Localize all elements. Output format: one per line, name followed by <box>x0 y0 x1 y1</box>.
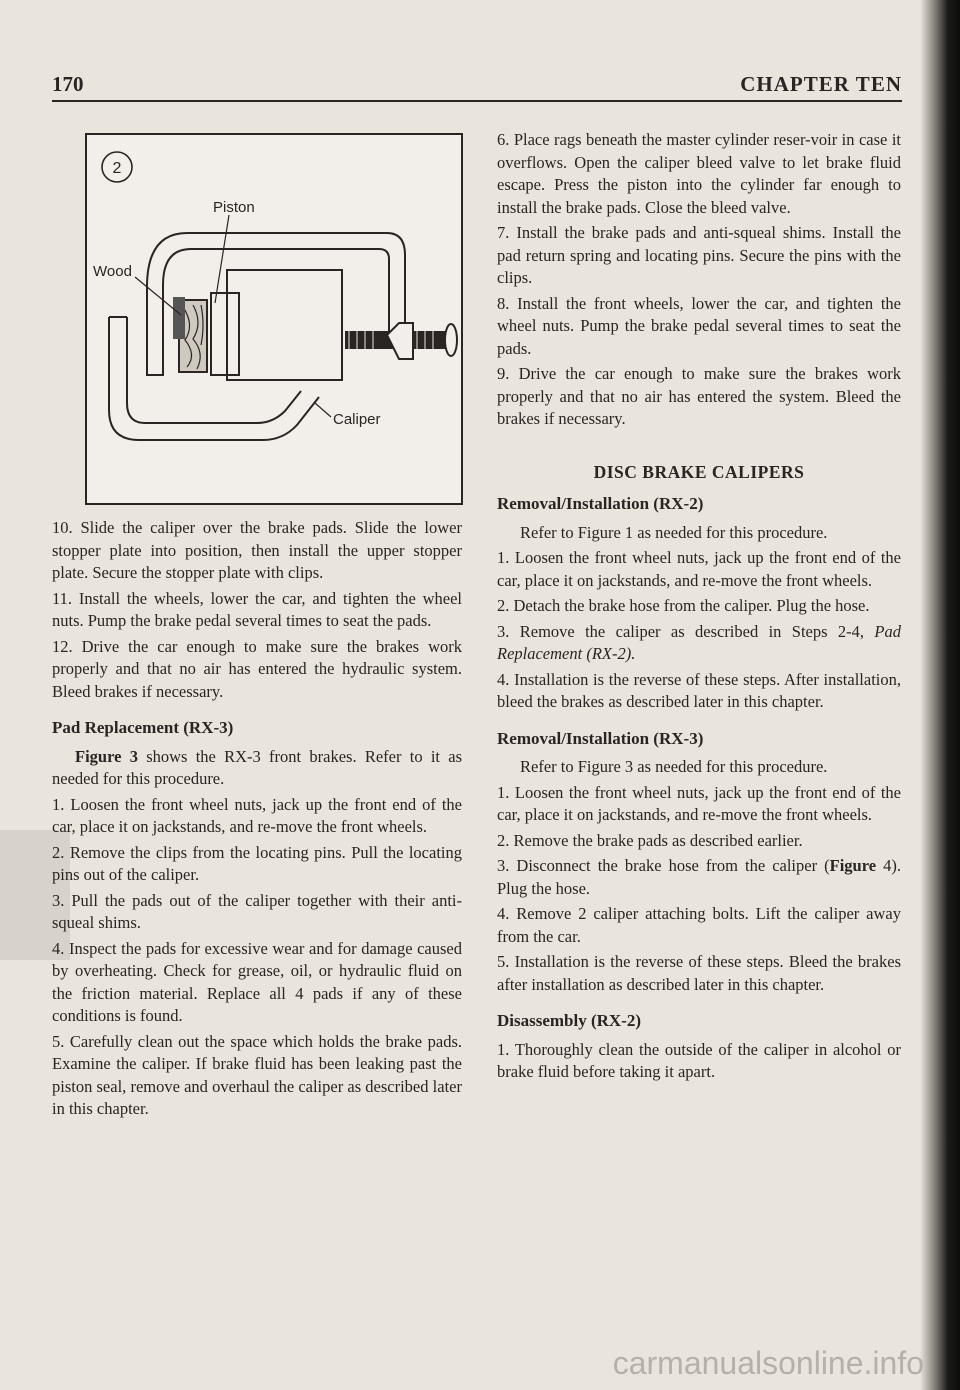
step-12: 12. Drive the car enough to make sure the brakes work properly and that no air has entered the hydraulic system. Bleed brakes if necessary. <box>52 636 462 701</box>
caliper-body <box>227 270 342 380</box>
removal-rx3-step-5: 5. Installation is the reverse of these steps. Bleed the brakes after installation as described later in this chapter. <box>497 952 901 994</box>
removal-rx2-step-3: 3. Remove the caliper as described in Steps 2-4, Pad Replacement (RX-2). <box>497 621 901 663</box>
left-column <box>52 517 462 1124</box>
heading-removal-rx2: Removal/Installation (RX-2) <box>497 494 704 513</box>
step-11: 11. Install the wheels, lower the car, and tighten the wheel nuts. Pump the brake pedal several times to seat the pads. <box>52 588 462 630</box>
pad-rx3-step-2: 2. Remove the clips from the locating pins. Pull the locating pins out of the caliper. <box>52 842 462 884</box>
heading-removal-rx3: Removal/Installation (RX-3) <box>497 728 704 748</box>
pad-rx3-step-5: 5. Carefully clean out the space which holds the brake pads. Examine the caliper. If brake fluid has been leaking past the piston seal, remove and overhaul the caliper as described later in this chapter. <box>52 1031 462 1118</box>
removal-rx3-step-4: 4. Remove 2 caliper attaching bolts. Lift the caliper away from the car. <box>497 904 901 946</box>
pad-rx3-step-3: 3. Pull the pads out of the caliper together with their anti-squeal shims. <box>52 890 462 932</box>
heading-disassembly-rx2: Disassembly (RX-2) <box>497 1011 642 1030</box>
brake-pad <box>173 297 185 339</box>
figure-3-ref: Figure 3 <box>75 746 138 766</box>
page-number: 170 <box>52 72 84 96</box>
wood-label: Wood <box>93 263 132 280</box>
pad-rx3-step-8: 8. Install the front wheels, lower the car, and tighten the wheel nuts. Pump the brake pedal several times to seat the pads. <box>497 293 901 358</box>
chapter-title: CHAPTER TEN <box>740 72 902 96</box>
piston-label: Piston <box>213 199 255 216</box>
figure-2 <box>85 133 463 505</box>
page-binding-shadow <box>920 0 960 1390</box>
step-10: 10. Slide the caliper over the brake pads. Slide the lower stopper plate into position, then install the upper stopper plate. Secure the stopper plate with clips. <box>52 518 462 582</box>
screw-handle <box>445 324 457 356</box>
removal-rx2-step-1: 1. Loosen the front wheel nuts, jack up the front end of the car, place it on jackstands, and re-move the front wheels. <box>497 548 901 590</box>
section-title-disc-brake-calipers: DISC BRAKE CALIPERS <box>593 461 805 482</box>
disassembly-rx2-step-1: 1. Thoroughly clean the outside of the caliper in alcohol or brake fluid before taking it apart. <box>497 1039 901 1081</box>
removal-rx2-intro: Refer to Figure 1 as needed for this procedure. <box>520 522 828 542</box>
pad-rx3-step-9: 9. Drive the car enough to make sure the brakes work properly and that no air has entered the system. Bleed the brakes if necessary. <box>497 364 901 428</box>
right-column <box>497 129 901 1087</box>
removal-rx3-step-3: 3. Disconnect the brake hose from the caliper (Figure 4). Plug the hose. <box>497 856 901 898</box>
c-clamp-diagram <box>87 135 461 503</box>
pad-rx3-step-7: 7. Install the brake pads and anti-squeal shims. Install the pad return spring and locating pins. Secure the pins with the clips. <box>497 223 901 287</box>
heading-pad-replacement-rx3: Pad Replacement (RX-3) <box>52 718 234 737</box>
pad-rx3-intro: Figure 3 shows the RX-3 front brakes. Refer to it as needed for this procedure. <box>52 746 462 788</box>
removal-rx2-step-2: 2. Detach the brake hose from the caliper. Plug the hose. <box>497 596 870 615</box>
figure-number: 2 <box>112 160 122 177</box>
removal-rx3-intro: Refer to Figure 3 as needed for this procedure. <box>520 757 828 776</box>
caliper-label: Caliper <box>333 411 381 428</box>
pad-rx3-step-1: 1. Loosen the front wheel nuts, jack up the front end of the car, place it on jackstands, and re-move the front wheels. <box>52 794 462 836</box>
pad-rx3-step-6: 6. Place rags beneath the master cylinder reser-voir in case it overflows. Open the caliper bleed valve to let brake fluid escape. Press the piston into the cylinder far enough to install the brake pads. Close the bleed valve. <box>497 130 901 217</box>
removal-rx2-step-4: 4. Installation is the reverse of these steps. After installation, bleed the brakes as described later in this chapter. <box>497 669 901 711</box>
removal-rx3-step-1: 1. Loosen the front wheel nuts, jack up the front end of the car, place it on jackstands, and re-move the front wheels. <box>497 782 901 824</box>
header-rule <box>52 100 902 102</box>
page-header <box>52 72 902 100</box>
pad-rx3-step-4: 4. Inspect the pads for excessive wear and for damage caused by overheating. Check for grease, oil, or hydraulic fluid on the friction material. Replace all 4 pads if any of these conditions is found. <box>52 938 462 1025</box>
clamp-lower-jaw <box>109 317 319 440</box>
piston <box>211 293 239 375</box>
watermark: carmanualsonline.info <box>612 1345 924 1381</box>
removal-rx3-step-2: 2. Remove the brake pads as described earlier. <box>497 830 803 850</box>
